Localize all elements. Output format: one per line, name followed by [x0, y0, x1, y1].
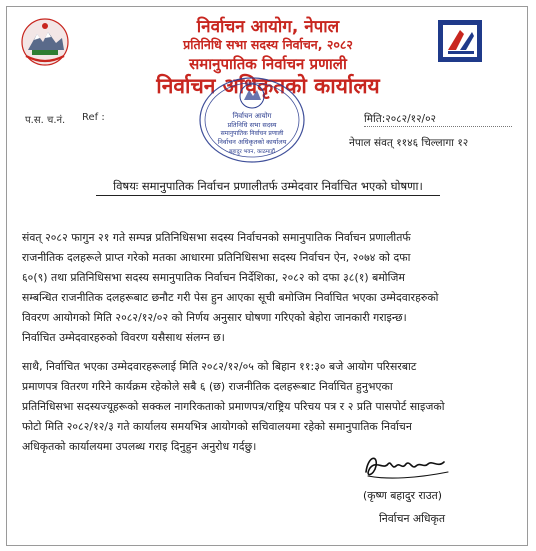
paragraph-line: फोटो मिति २०८२/१२/३ गते कार्यालय समयभित्र आयोगको सचिवालयमा रहेको समानुपातिक निर्वाचन [22, 420, 412, 433]
paragraph-line: सम्बन्धित राजनीतिक दलहरूबाट छनौट गरी पेस हुन आएका सूची बमोजिम निर्वाचित भएका उम्मेदवारहरुको [22, 291, 439, 304]
date-underline [364, 126, 512, 127]
header-org-name: निर्वाचन आयोग, नेपाल [196, 17, 340, 37]
ref-label: Ref : [82, 112, 105, 123]
nepal-sambat-date: नेपाल संवत् ११४६ चिल्लागा १२ [349, 137, 469, 149]
paragraph-line: अधिकृतको कार्यालयमा उपलब्ध गराइ दिनुहुन अनुरोध गर्दछु। [22, 440, 257, 453]
seal-text-mid2: समानुपातिक निर्वाचन प्रणाली [220, 130, 284, 137]
paragraph-line: प्रतिनिधिसभा सदस्यज्यूहरूको सक्कल नागरिकताको प्रमाणपत्र/राष्ट्रिय परिचय पत्र र २ प्रति पासपोर्ट साइजको [22, 400, 445, 413]
document-date: मिति:२०८२/१२/०२ [364, 113, 436, 125]
seal-text-bottom: निर्वाचन अधिकृतको कार्यालय [217, 138, 287, 146]
subject-line: विषयः समानुपातिक निर्वाचन प्रणालीतर्फ उम्मेदवार निर्वाचित भएको घोषणा। [113, 179, 423, 193]
signatory-name: (कृष्ण बहादुर राउत) [363, 489, 442, 502]
header-office-name: निर्वाचन अधिकृतको कार्यालय [156, 74, 380, 98]
seal-text-mid: प्रतिनिधि सभा सदस्य [227, 121, 277, 129]
subject-underline [96, 195, 440, 196]
paragraph-line: संवत् २०८२ फागुन २१ गते सम्पन्न प्रतिनिधिसभा सदस्य निर्वाचनको समानुपातिक निर्वाचन प्रणालीतर्फ [22, 231, 411, 244]
paragraph-instructions [22, 357, 512, 457]
paragraph-line: राजनीतिक दलहरूले प्राप्त गरेको मतका आधारमा प्रतिनिधिसभा सदस्य निर्वाचन ऐन, २०७४ को दफा [22, 251, 411, 264]
paragraph-line: निर्वाचित उम्मेदवारहरुको विवरण यसैसाथ संलग्न छ। [22, 331, 225, 344]
paragraph-announcement [22, 228, 512, 348]
handwritten-signature [358, 448, 454, 482]
header-system-name: समानुपातिक निर्वाचन प्रणाली [189, 55, 347, 73]
office-seal-stamp [196, 72, 308, 166]
header-election-name: प्रतिनिधि सभा सदस्य निर्वाचन, २०८२ [183, 37, 353, 52]
signatory-title: निर्वाचन अधिकृत [379, 512, 445, 525]
seal-text-top: निर्वाचन आयोग [232, 112, 272, 120]
ref-number-label: प.स. च.नं. [25, 115, 66, 126]
paragraph-line: विवरण आयोगको मिति २०८२/१२/०२ को निर्णय अनुसार घोषणा गरिएको बेहोरा जानकारी गराइन्छ। [22, 311, 407, 324]
paragraph-line: प्रमाणपत्र वितरण गरिने कार्यक्रम रहेकोले सबै ६ (छ) राजनीतिक दलहरूबाट निर्वाचित हुनुभएका [22, 380, 393, 393]
paragraph-line: साथै, निर्वाचित भएका उम्मेदवारहरूलाई मिति २०८२/१२/०५ को बिहान ११:३० बजे आयोग परिसरबाट [22, 360, 417, 373]
seal-text-bottom2: बहादुर भवन, काठमाडौं [229, 149, 275, 155]
paragraph-line: ६०(९) तथा प्रतिनिधिसभा सदस्य समानुपातिक निर्वाचन निर्देशिका, २०८२ को दफा ३८(१) बमोजिम [22, 271, 405, 284]
